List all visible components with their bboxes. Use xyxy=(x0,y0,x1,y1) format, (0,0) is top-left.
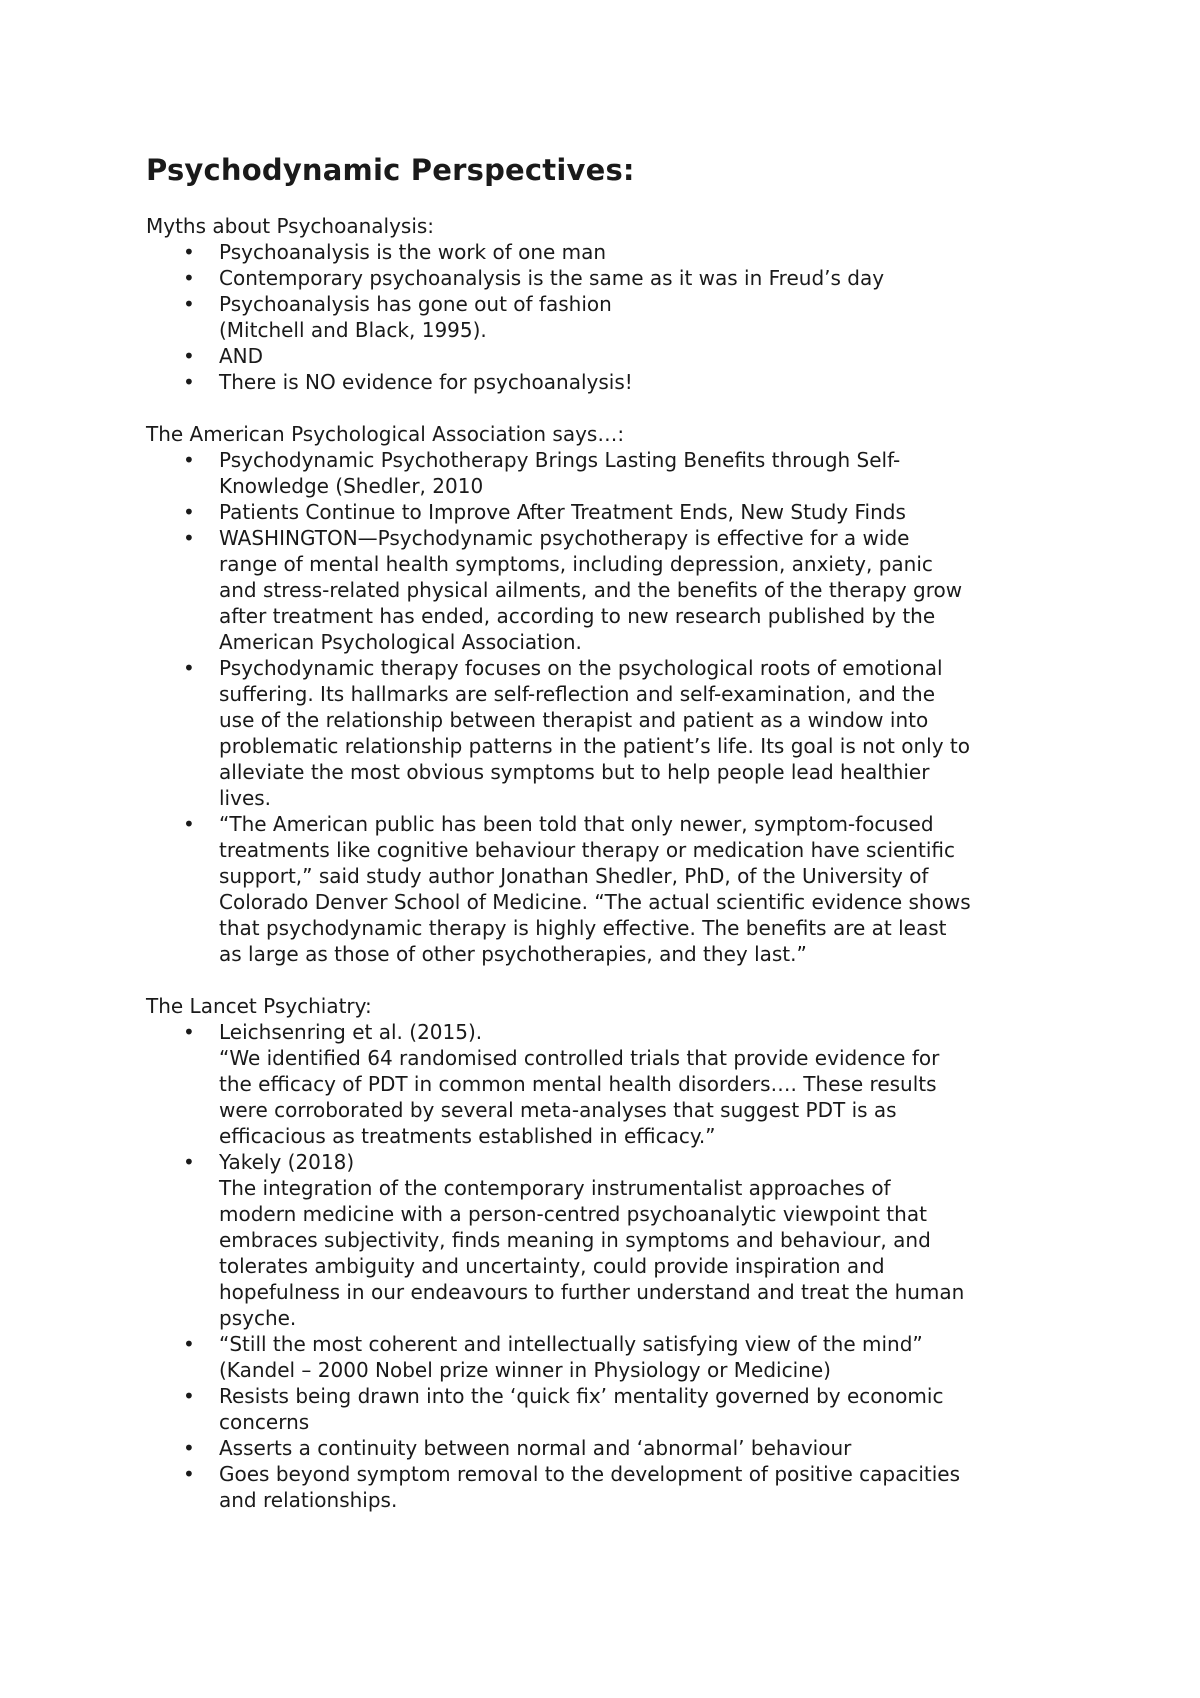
list-item xyxy=(146,265,1076,291)
list-item-line: after treatment has ended, according to new research published by the xyxy=(219,604,936,628)
list-item-line: embraces subjectivity, finds meaning in symptoms and behaviour, and xyxy=(219,1228,931,1252)
lancet-section xyxy=(146,993,1076,1513)
list-item-line: The integration of the contemporary instrumentalist approaches of xyxy=(219,1176,891,1200)
list-item xyxy=(146,1019,1076,1149)
document-body xyxy=(146,213,1076,1513)
list-item-line: treatments like cognitive behaviour therapy or medication have scientific xyxy=(219,838,955,862)
list-item-line: • There is NO evidence for psychoanalysis! xyxy=(219,370,633,394)
document-page xyxy=(146,150,1076,1513)
list-item xyxy=(146,1149,1076,1331)
list-item-line: were corroborated by several meta-analyses that suggest PDT is as xyxy=(219,1098,897,1122)
list-item-line: • Asserts a continuity between normal and ‘abnormal’ behaviour xyxy=(219,1436,852,1460)
list-item xyxy=(146,1435,1076,1461)
list-item-line: • AND xyxy=(219,344,264,368)
list-item xyxy=(146,447,1076,499)
bullet-list xyxy=(146,1019,1076,1513)
list-item-line: American Psychological Association. xyxy=(219,630,582,654)
list-item-line: (Mitchell and Black, 1995). xyxy=(219,318,487,342)
list-item xyxy=(146,369,1076,395)
section-heading: The Lancet Psychiatry: xyxy=(146,994,372,1018)
list-item-line: “We identified 64 randomised controlled trials that provide evidence for xyxy=(219,1046,940,1070)
list-item xyxy=(146,1331,1076,1383)
list-item-line: Colorado Denver School of Medicine. “The actual scientific evidence shows xyxy=(219,890,971,914)
list-item xyxy=(146,1461,1076,1513)
section-spacer xyxy=(146,967,1076,993)
apa-section xyxy=(146,421,1076,967)
list-item-line: • Goes beyond symptom removal to the development of positive capacities xyxy=(219,1462,961,1486)
list-item-line: • Yakely (2018) xyxy=(219,1150,355,1174)
list-item-line: alleviate the most obvious symptoms but to help people lead healthier xyxy=(219,760,930,784)
list-item-line: support,” said study author Jonathan Shedler, PhD, of the University of xyxy=(219,864,929,888)
list-item-line: and relationships. xyxy=(219,1488,398,1512)
section-heading: Myths about Psychoanalysis: xyxy=(146,214,435,238)
list-item-line: the efficacy of PDT in common mental health disorders…. These results xyxy=(219,1072,937,1096)
list-item-line: lives. xyxy=(219,786,272,810)
list-item-line: use of the relationship between therapist and patient as a window into xyxy=(219,708,929,732)
bullet-list xyxy=(146,239,1076,395)
list-item-line: psyche. xyxy=(219,1306,297,1330)
list-item-line: problematic relationship patterns in the patient’s life. Its goal is not only to xyxy=(219,734,970,758)
list-item-line: • Contemporary psychoanalysis is the same as it was in Freud’s day xyxy=(219,266,885,290)
list-item xyxy=(146,343,1076,369)
list-item-line: • “Still the most coherent and intellectually satisfying view of the mind” xyxy=(219,1332,923,1356)
list-item-line: • “The American public has been told that only newer, symptom-focused xyxy=(219,812,934,836)
list-item xyxy=(146,811,1076,967)
list-item xyxy=(146,655,1076,811)
document-title: Psychodynamic Perspectives: xyxy=(146,153,635,187)
list-item xyxy=(146,239,1076,265)
list-item-line: as large as those of other psychotherapies, and they last.” xyxy=(219,942,807,966)
list-item xyxy=(146,291,1076,343)
list-item-line: • Psychodynamic therapy focuses on the psychological roots of emotional xyxy=(219,656,943,680)
list-item-line: tolerates ambiguity and uncertainty, could provide inspiration and xyxy=(219,1254,885,1278)
list-item-line: that psychodynamic therapy is highly effective. The benefits are at least xyxy=(219,916,947,940)
list-item-line: • Leichsenring et al. (2015). xyxy=(219,1020,483,1044)
list-item-line: • Psychoanalysis has gone out of fashion xyxy=(219,292,612,316)
list-item xyxy=(146,1383,1076,1435)
list-item-line: • WASHINGTON—Psychodynamic psychotherapy is effective for a wide xyxy=(219,526,910,550)
list-item xyxy=(146,525,1076,655)
myths-section xyxy=(146,213,1076,395)
list-item-line: range of mental health symptoms, including depression, anxiety, panic xyxy=(219,552,933,576)
section-spacer xyxy=(146,395,1076,421)
list-item-line: Knowledge (Shedler, 2010 xyxy=(219,474,484,498)
list-item-line: • Patients Continue to Improve After Treatment Ends, New Study Finds xyxy=(219,500,906,524)
section-heading: The American Psychological Association says…: xyxy=(146,422,625,446)
list-item-line: efficacious as treatments established in efficacy.” xyxy=(219,1124,716,1148)
bullet-list xyxy=(146,447,1076,967)
list-item-line: modern medicine with a person-centred psychoanalytic viewpoint that xyxy=(219,1202,927,1226)
list-item-line: • Resists being drawn into the ‘quick fix’ mentality governed by economic xyxy=(219,1384,944,1408)
list-item-line: hopefulness in our endeavours to further understand and treat the human xyxy=(219,1280,965,1304)
list-item-line: and stress-related physical ailments, and the benefits of the therapy grow xyxy=(219,578,963,602)
list-item-line: concerns xyxy=(219,1410,310,1434)
list-item-line: • Psychodynamic Psychotherapy Brings Lasting Benefits through Self- xyxy=(219,448,901,472)
list-item xyxy=(146,499,1076,525)
list-item-line: suffering. Its hallmarks are self-reflection and self-examination, and the xyxy=(219,682,936,706)
title-spacer xyxy=(146,190,1076,213)
list-item-line: • Psychoanalysis is the work of one man xyxy=(219,240,607,264)
list-item-line: (Kandel – 2000 Nobel prize winner in Physiology or Medicine) xyxy=(219,1358,831,1382)
